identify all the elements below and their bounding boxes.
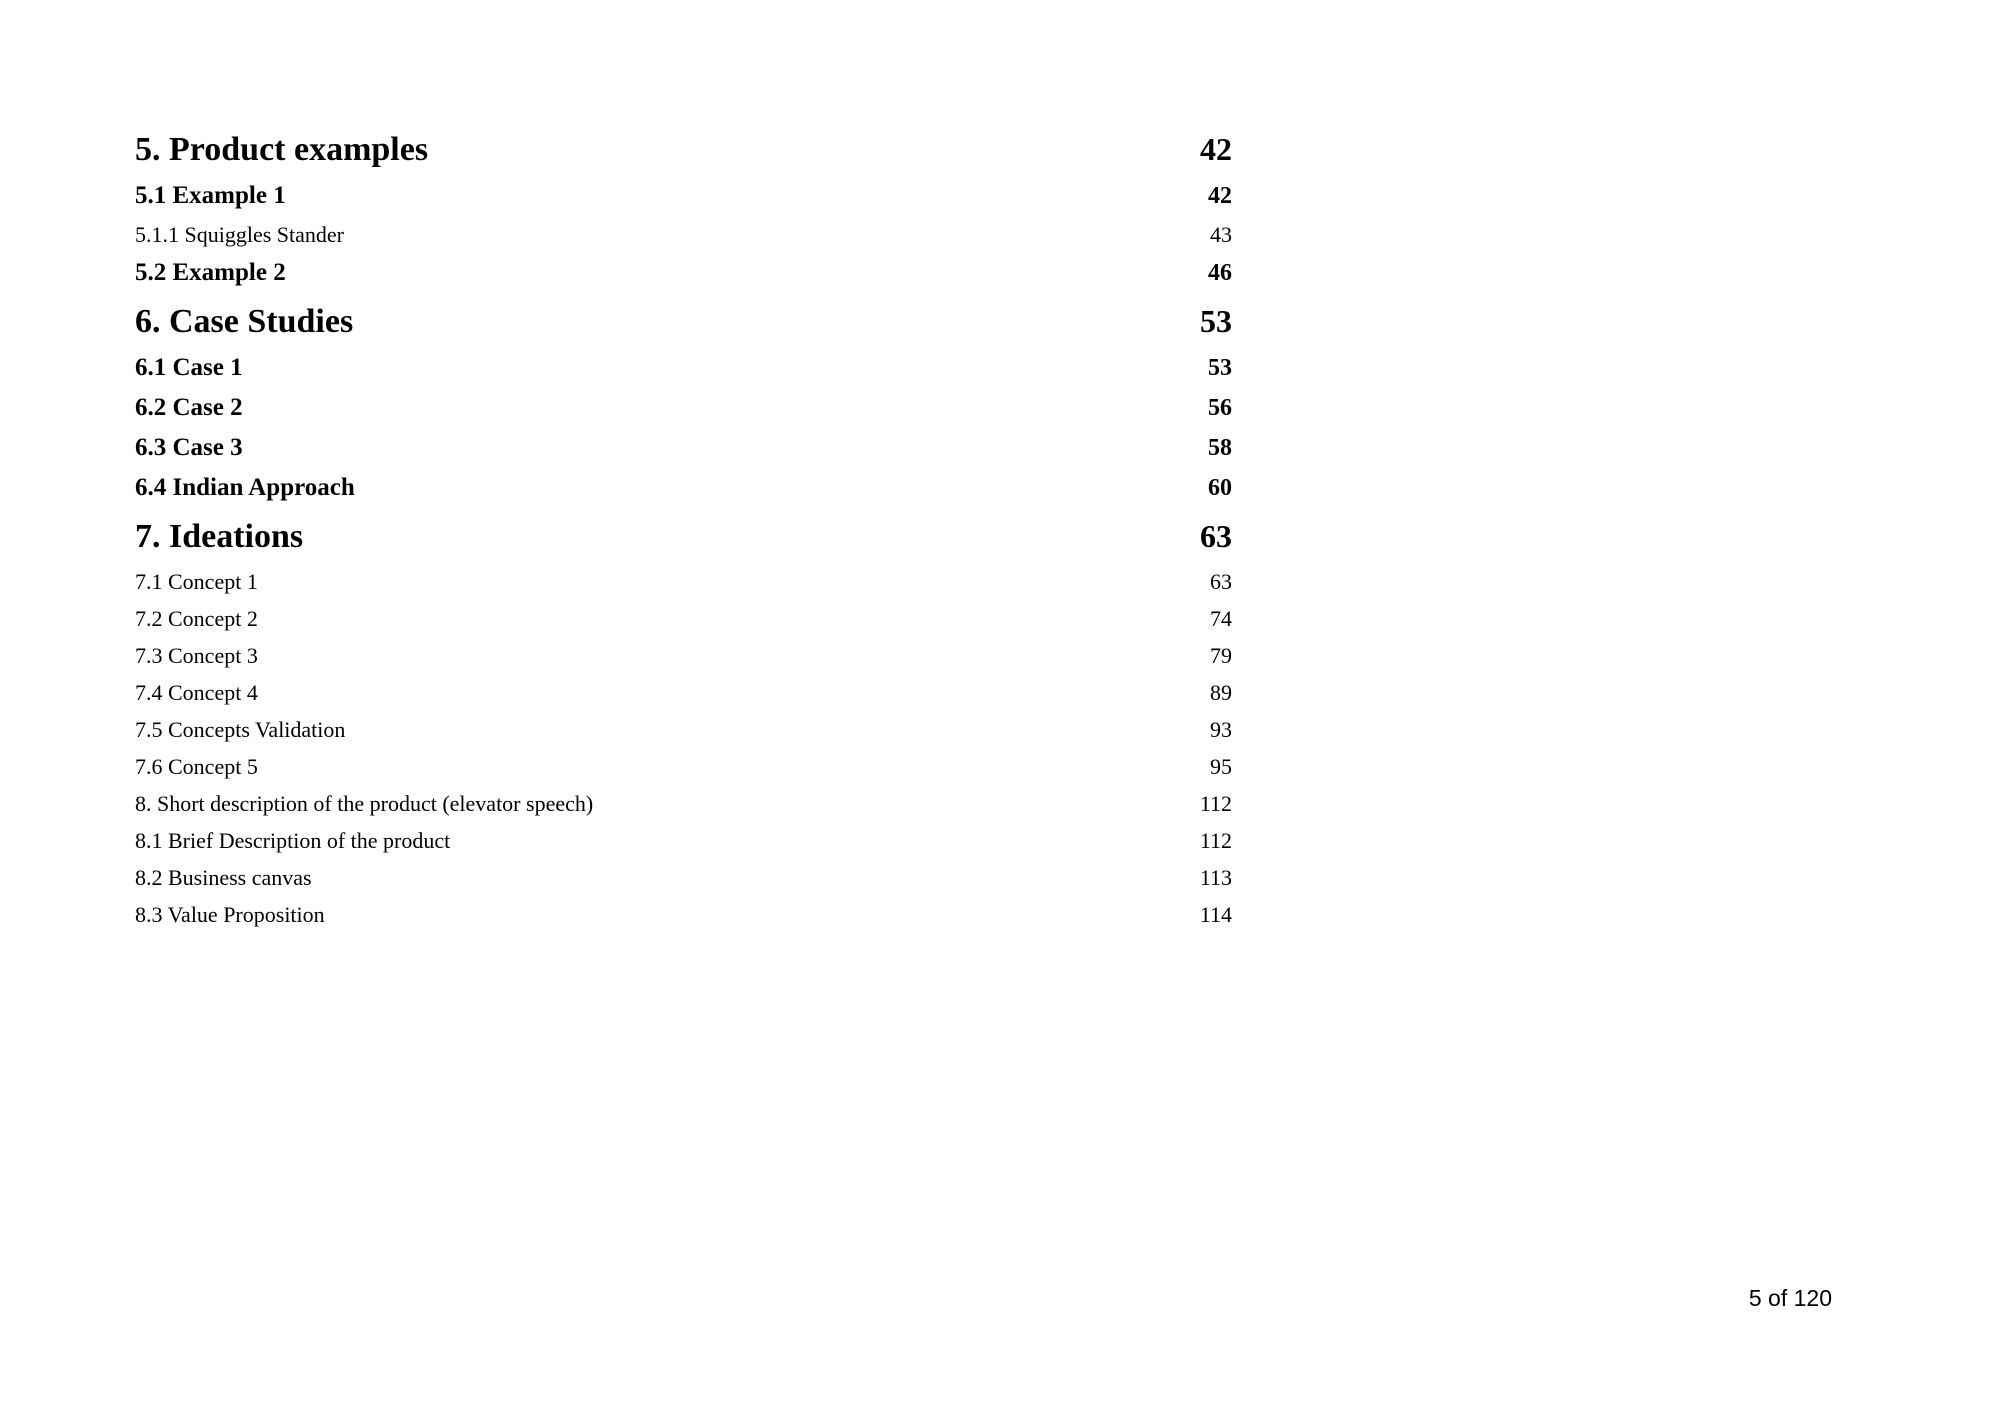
toc-entry-page: 53 (1200, 303, 1232, 339)
toc-entry-title: 7.2 Concept 2 (135, 606, 258, 631)
toc-entry-title: 5.2 Example 2 (135, 259, 286, 286)
toc-entry-title: 6.1 Case 1 (135, 354, 243, 381)
toc-entry-page: 93 (1210, 717, 1232, 742)
toc-entry[interactable] (135, 253, 1232, 293)
toc-entry[interactable] (135, 785, 1232, 822)
toc-entry[interactable] (135, 822, 1232, 859)
toc-entry-title: 7.3 Concept 3 (135, 643, 258, 668)
toc-entry-page: 43 (1210, 222, 1232, 247)
toc-entry[interactable] (135, 600, 1232, 637)
toc-entry[interactable] (135, 896, 1232, 933)
toc-entry[interactable] (135, 388, 1232, 428)
toc-entry-title: 5.1.1 Squiggles Stander (135, 222, 344, 247)
toc-entry[interactable] (135, 216, 1232, 253)
toc-entry-title: 8.3 Value Proposition (135, 902, 325, 927)
toc-entry-page: 42 (1200, 131, 1232, 167)
toc-entry[interactable] (135, 563, 1232, 600)
toc-entry-page: 112 (1199, 791, 1232, 816)
toc-entry[interactable] (135, 711, 1232, 748)
toc-entry-page: 113 (1199, 865, 1232, 890)
toc-entry-title: 5. Product examples (135, 131, 429, 168)
toc-entry-title: 7.6 Concept 5 (135, 754, 258, 779)
toc-entry-page: 79 (1210, 643, 1232, 668)
toc-entry[interactable] (135, 637, 1232, 674)
toc-entry-title: 6. Case Studies (135, 303, 354, 340)
toc-entry-title: 8.2 Business canvas (135, 865, 312, 890)
toc-entry-page: 63 (1210, 569, 1232, 594)
toc-entry[interactable] (135, 348, 1232, 388)
toc-entry-page: 56 (1208, 395, 1232, 421)
toc-entry[interactable] (135, 468, 1232, 508)
toc-entry-title: 7.5 Concepts Validation (135, 717, 346, 742)
toc-entry-title: 8. Short description of the product (elevator speech) (135, 791, 594, 816)
toc-entry-page: 74 (1210, 606, 1232, 631)
toc-entry-page: 89 (1210, 680, 1232, 705)
toc-entry-page: 58 (1208, 435, 1232, 461)
toc-entry-page: 95 (1210, 754, 1232, 779)
toc-entry-title: 5.1 Example 1 (135, 182, 286, 209)
toc-entry[interactable] (135, 121, 1232, 176)
toc-entry[interactable] (135, 748, 1232, 785)
toc-entry[interactable] (135, 293, 1232, 348)
toc-entry-page: 53 (1208, 355, 1232, 381)
toc-entry-page: 63 (1200, 518, 1232, 554)
toc-entry[interactable] (135, 859, 1232, 896)
toc-entry-page: 42 (1208, 183, 1232, 209)
toc-entry[interactable] (135, 176, 1232, 216)
toc-entry-title: 8.1 Brief Description of the product (135, 828, 451, 853)
toc-entry[interactable] (135, 508, 1232, 563)
toc-entry[interactable] (135, 428, 1232, 468)
toc-entry-title: 7. Ideations (135, 518, 304, 555)
page-indicator: 5 of 120 (1748, 1285, 1832, 1311)
toc-entry-title: 6.4 Indian Approach (135, 474, 355, 501)
table-of-contents (135, 0, 1232, 933)
toc-entry-page: 46 (1208, 260, 1232, 286)
toc-entry-title: 7.1 Concept 1 (135, 569, 258, 594)
toc-entry-page: 112 (1199, 828, 1232, 853)
toc-entry[interactable] (135, 674, 1232, 711)
toc-entry-title: 6.2 Case 2 (135, 394, 243, 421)
toc-entry-page: 114 (1199, 902, 1232, 927)
toc-entry-title: 7.4 Concept 4 (135, 680, 258, 705)
toc-entry-title: 6.3 Case 3 (135, 434, 243, 461)
toc-entry-page: 60 (1208, 475, 1232, 501)
